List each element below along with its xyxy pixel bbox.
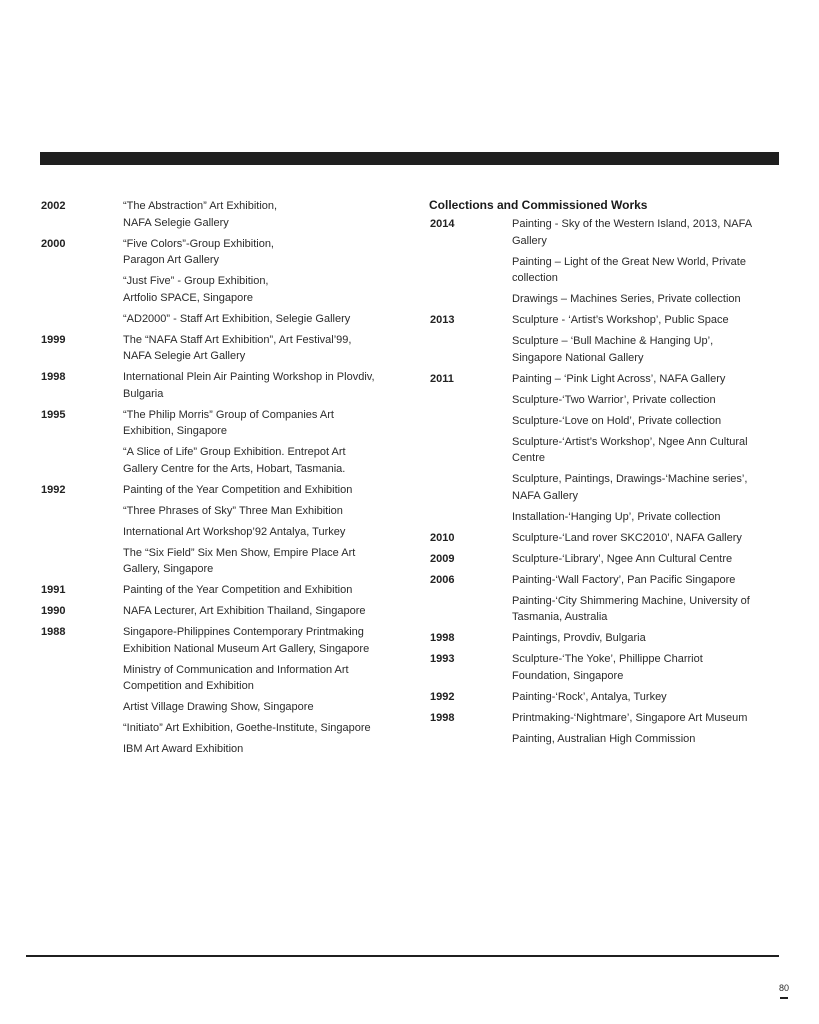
entry-line: The “Six Field” Six Men Show, Empire Place Art bbox=[123, 546, 356, 559]
entry-year: 1988 bbox=[41, 626, 66, 638]
entry-text bbox=[123, 662, 349, 695]
entry-year: 1992 bbox=[430, 690, 455, 703]
entry-text bbox=[123, 524, 345, 541]
entry-line: Ministry of Communication and Information Art bbox=[123, 663, 349, 676]
entry-text bbox=[512, 333, 713, 366]
entry-line: Exhibition National Museum Art Gallery, Singapore bbox=[123, 642, 370, 655]
entry-text bbox=[512, 392, 716, 409]
entry-line: NAFA Lecturer, Art Exhibition Thailand, Singapore bbox=[123, 605, 366, 617]
entry-line: Artist Village Drawing Show, Singapore bbox=[123, 701, 314, 713]
entry-year: 1998 bbox=[41, 371, 66, 383]
entry-text bbox=[512, 216, 752, 249]
entry-text bbox=[123, 198, 277, 231]
entry-year: 2002 bbox=[41, 200, 66, 212]
entry-text bbox=[512, 651, 703, 684]
entry-line: The “NAFA Staff Art Exhibition”, Art Festival’99, bbox=[123, 333, 352, 346]
entry-line: Painting-‘City Shimmering Machine, University of bbox=[512, 594, 750, 607]
entry-line: Printmaking-‘Nightmare’, Singapore Art Museum bbox=[512, 711, 748, 724]
entry-line: “The Abstraction” Art Exhibition, bbox=[123, 200, 278, 212]
entry-text bbox=[512, 371, 725, 388]
entry-text bbox=[512, 689, 667, 706]
collections-heading: Collections and Commissioned Works bbox=[429, 198, 648, 212]
entry-line: Sculpture-‘Love on Hold’, Private collection bbox=[512, 414, 722, 427]
entry-year: 1999 bbox=[41, 333, 66, 346]
entry-line: Artfolio SPACE, Singapore bbox=[123, 291, 254, 304]
entry-line: Sculpture-‘Two Warrior’, Private collection bbox=[512, 393, 716, 406]
entry-text bbox=[512, 312, 729, 329]
entry-line: Paintings, Provdiv, Bulgaria bbox=[512, 632, 646, 644]
entry-line: Painting – ‘Pink Light Across’, NAFA Gallery bbox=[512, 372, 726, 385]
entry-text bbox=[512, 254, 746, 287]
entry-year: 2013 bbox=[430, 314, 455, 326]
entry-text bbox=[123, 741, 243, 758]
entry-line: “AD2000” - Staff Art Exhibition, Selegie Gallery bbox=[123, 312, 351, 325]
entry-line: “Five Colors”-Group Exhibition, bbox=[123, 237, 274, 250]
entry-year: 1998 bbox=[430, 711, 455, 724]
entry-text bbox=[512, 710, 747, 727]
entry-line: “The Philip Morris” Group of Companies Art bbox=[123, 408, 334, 421]
page-number-mark bbox=[780, 997, 788, 999]
entry-line: Sculpture-‘Library’, Ngee Ann Cultural Centre bbox=[512, 552, 733, 565]
entry-text bbox=[123, 311, 350, 328]
entry-line: Sculpture-‘Artist’s Workshop’, Ngee Ann Cultural bbox=[512, 435, 748, 448]
entry-line: Foundation, Singapore bbox=[512, 669, 624, 682]
page-number: 80 bbox=[778, 983, 789, 993]
entry-line: Drawings – Machines Series, Private collection bbox=[512, 293, 741, 305]
entry-year: 1993 bbox=[430, 653, 455, 665]
entry-line: International Art Workshop’92 Antalya, Turkey bbox=[123, 525, 346, 538]
entry-text bbox=[512, 434, 748, 467]
entry-year: 2011 bbox=[430, 372, 454, 385]
entry-text bbox=[512, 509, 721, 526]
entry-text bbox=[123, 273, 269, 306]
entry-year: 1990 bbox=[41, 605, 66, 617]
entry-text bbox=[123, 503, 343, 520]
entry-line: Singapore National Gallery bbox=[512, 351, 644, 364]
entry-text bbox=[123, 332, 351, 365]
entry-line: NAFA Selegie Gallery bbox=[123, 216, 229, 229]
entry-line: IBM Art Award Exhibition bbox=[123, 743, 244, 755]
entry-text bbox=[123, 582, 352, 599]
entry-text bbox=[512, 572, 735, 589]
entry-text bbox=[512, 731, 695, 748]
entry-line: Installation-‘Hanging Up’, Private collection bbox=[512, 510, 721, 523]
entry-line: Painting – Light of the Great New World, Private bbox=[512, 255, 746, 268]
entry-line: Sculpture – ‘Bull Machine & Hanging Up’, bbox=[512, 335, 714, 347]
entry-line: Sculpture-‘The Yoke’, Phillippe Charriot bbox=[512, 653, 703, 665]
entry-text bbox=[123, 720, 371, 737]
entry-text bbox=[123, 545, 355, 578]
entry-line: Gallery, Singapore bbox=[123, 563, 214, 575]
entry-text bbox=[123, 236, 274, 269]
entry-line: Painting - Sky of the Western Island, 2013, NAFA bbox=[512, 218, 753, 230]
entry-line: NAFA Selegie Art Gallery bbox=[123, 350, 246, 362]
entry-text bbox=[123, 369, 375, 402]
entry-line: Painting-‘Wall Factory’, Pan Pacific Singapore bbox=[512, 573, 736, 586]
entry-line: Tasmania, Australia bbox=[512, 611, 608, 623]
entry-line: Gallery Centre for the Arts, Hobart, Tasmania. bbox=[123, 462, 346, 475]
entry-text bbox=[512, 530, 742, 547]
entry-text bbox=[512, 630, 646, 647]
entry-line: Centre bbox=[512, 452, 546, 464]
entry-line: Painting of the Year Competition and Exhibition bbox=[123, 483, 353, 496]
entry-line: Bulgaria bbox=[123, 387, 164, 400]
entry-line: Gallery bbox=[512, 234, 547, 247]
entry-text bbox=[512, 593, 750, 626]
entry-line: “Initiato” Art Exhibition, Goethe-Institute, Singapore bbox=[123, 722, 371, 734]
entry-line: Sculpture - ‘Artist’s Workshop’, Public Space bbox=[512, 314, 729, 326]
entry-text bbox=[123, 482, 352, 499]
entry-line: International Plein Air Painting Workshop in Plovdiv, bbox=[123, 371, 375, 383]
entry-line: Competition and Exhibition bbox=[123, 680, 254, 692]
entry-line: Exhibition, Singapore bbox=[123, 425, 227, 437]
entry-year: 2009 bbox=[430, 552, 455, 565]
entry-line: Painting-‘Rock’, Antalya, Turkey bbox=[512, 690, 667, 703]
entry-year: 1998 bbox=[430, 632, 455, 644]
entry-line: Painting of the Year Competition and Exhibition bbox=[123, 584, 353, 596]
entry-line: Singapore-Philippines Contemporary Printmaking bbox=[123, 626, 364, 638]
entry-text bbox=[123, 603, 366, 620]
entry-year: 1995 bbox=[41, 408, 66, 421]
entry-text bbox=[512, 413, 721, 430]
entry-line: collection bbox=[512, 272, 558, 284]
entry-year: 2010 bbox=[430, 531, 455, 544]
header-bar bbox=[40, 152, 779, 165]
entry-text bbox=[512, 471, 747, 504]
entry-line: Paragon Art Gallery bbox=[123, 254, 219, 266]
entry-line: “A Slice of Life” Group Exhibition. Entrepot Art bbox=[123, 446, 346, 458]
entry-text bbox=[123, 699, 314, 716]
entry-line: Sculpture, Paintings, Drawings-‘Machine series’, bbox=[512, 473, 748, 485]
entry-text bbox=[512, 291, 741, 308]
entry-year: 2000 bbox=[41, 237, 66, 250]
entry-year: 2014 bbox=[430, 218, 455, 230]
entry-text bbox=[512, 551, 732, 568]
entry-year: 2006 bbox=[430, 573, 455, 586]
entry-line: “Three Phrases of Sky” Three Man Exhibition bbox=[123, 504, 343, 517]
entry-year: 1992 bbox=[41, 483, 66, 496]
entry-year: 1991 bbox=[41, 584, 66, 596]
entry-text bbox=[123, 407, 334, 440]
entry-line: Sculpture-‘Land rover SKC2010’, NAFA Gallery bbox=[512, 531, 742, 544]
entry-text bbox=[123, 444, 346, 477]
entry-line: “Just Five” - Group Exhibition, bbox=[123, 275, 269, 287]
footer-rule bbox=[26, 955, 779, 957]
entry-line: NAFA Gallery bbox=[512, 489, 579, 502]
entry-text bbox=[123, 624, 369, 657]
entry-line: Painting, Australian High Commission bbox=[512, 732, 696, 745]
